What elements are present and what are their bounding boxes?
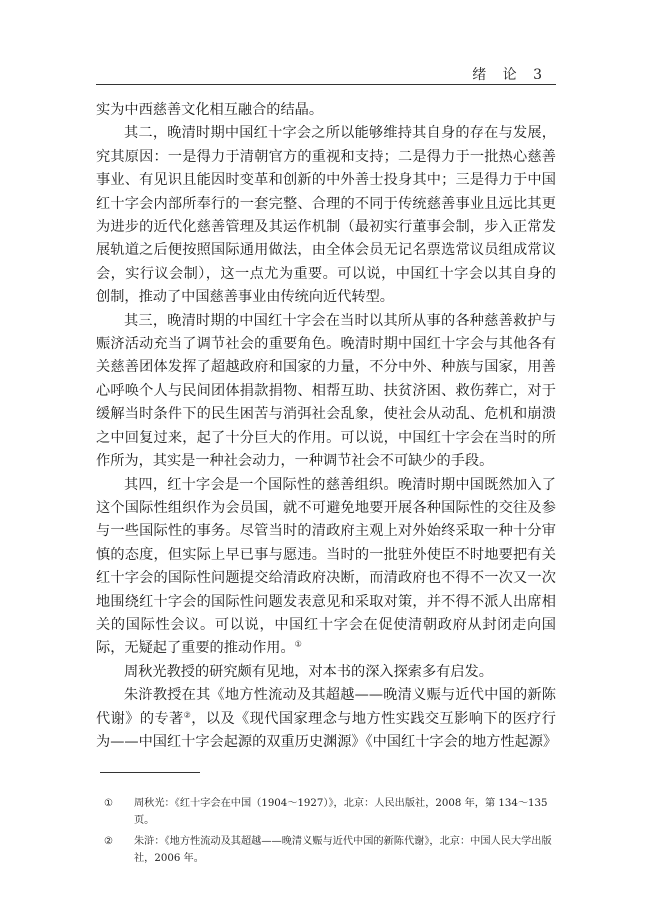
paragraph: 周秋光教授的研究颇有见地，对本书的深入探索多有启发。 — [124, 663, 493, 680]
footnote — [104, 833, 556, 867]
footnote-text: 朱浒：《地方性流动及其超越——晚清义赈与近代中国的新陈代谢》，北京：中国人民大学出版社，2006 年。 — [134, 836, 552, 864]
header-title: 绪 论 3 — [472, 67, 548, 83]
paragraph — [96, 684, 556, 754]
paragraph: 其二，晚清时期中国红十字会之所以能够维持其自身的存在与发展，究其原因：一是得力于清朝官方的重视和支持；二是得力于一批热心慈善事业、有见识且能因时变革和创新的中外善士投身其中；三是得力于中国红十字会内部所奉行的一套完整、合理的不同于传统慈善事业且远比其更为进步的近代化慈善管理及其运作机制（最初实行董事会制，步入正常发展轨道之后便按照国际通用做法，由全体会员无记名票选常议员组成常议会，实行议会制），这一点尤为重要。可以说，中国红十字会以其自身的创制，推动了中国慈善事业由传统向近代转型。 — [96, 125, 556, 306]
paragraph: 其三，晚清时期的中国红十字会在当时以其所从事的各种慈善救护与赈济活动充当了调节社会的重要角色。晚清时期中国红十字会与其他各有关慈善团体发挥了超越政府和国家的力量，不分中外、种族与国家，用善心呼唤个人与民间团体捐款捐物、相帮互助、扶贫济困、救伤葬亡，对于缓解当时条件下的民生困苦与消弭社会乱象，使社会从动乱、危机和崩溃之中回复过来，起了十分巨大的作用。可以说，中国红十字会在当时的所作所为，其实是一种社会动力，一种调节社会不可缺少的手段。 — [96, 312, 556, 470]
footnotes — [104, 795, 556, 871]
paragraph — [96, 474, 556, 661]
footnote — [104, 795, 556, 829]
running-header — [96, 62, 556, 85]
footnote-ref[interactable]: ② — [183, 709, 192, 719]
paragraph-text-tail: ，以及《现代国家理念与地方性实践交互影响下的医疗行为——中国红十字会起源的双重历史渊源》《中国红十字会的地方性起源》 — [96, 710, 558, 750]
body-text — [96, 99, 556, 754]
footnote-ref[interactable]: ① — [294, 639, 302, 649]
footnote-mark: ② — [104, 836, 114, 847]
footnote-text: 周秋光：《红十字会在中国（1904～1927）》，北京：人民出版社，2008 年，第 134～135 页。 — [134, 798, 548, 826]
paragraph-text: 朱浒教授在其《地方性流动及其超越——晚清义赈与近代中国的新陈代谢》的专著 — [96, 687, 556, 727]
paragraph-text: 其四，红十字会是一个国际性的慈善组织。晚清时期中国既然加入了这个国际性组织作为会员国，就不可避免地要开展各种国际性的交往及参与一些国际性的事务。尽管当时的清政府主观上对外始终采取一种十分审慎的态度，但实际上早已事与愿违。当时的一批驻外使臣不时地要把有关红十字会的国际性问题提交给清政府决断，而清政府也不得不一次又一次地围绕红十字会的国际性问题发表意见和采取对策，并不得不派人出席相关的国际性会议。可以说，中国红十字会在促使清朝政府从封闭走向国际，无疑起了重要的推动作用。 — [96, 476, 556, 657]
paragraph: 实为中西慈善文化相互融合的结晶。 — [96, 102, 324, 118]
footnote-mark: ① — [104, 798, 114, 809]
footnote-divider — [100, 772, 200, 773]
